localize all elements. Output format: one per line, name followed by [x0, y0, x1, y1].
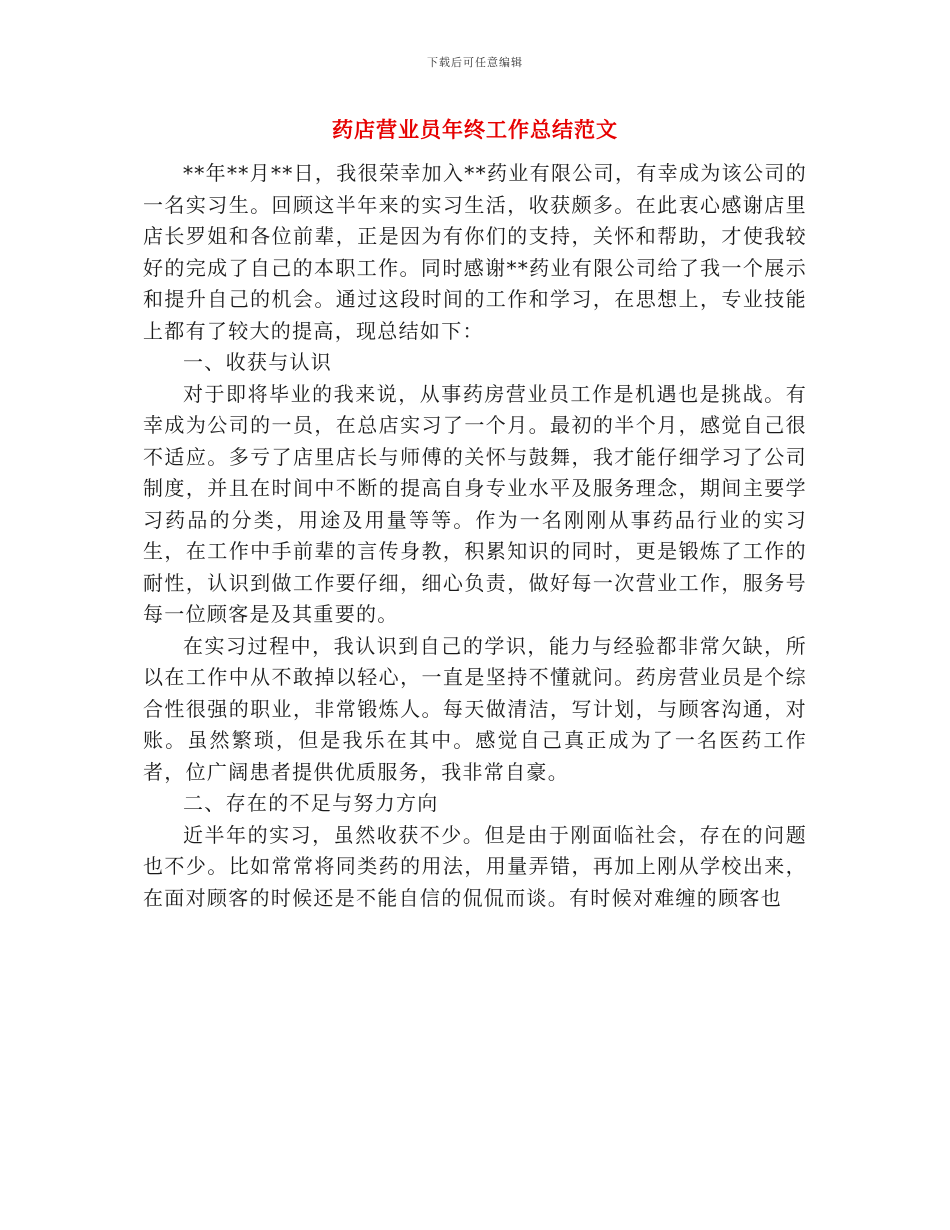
header-note: 下载后可任意编辑 — [427, 56, 523, 69]
section-heading-shortcomings: 二、存在的不足与努力方向 — [183, 791, 439, 815]
paragraph-shortcomings: 近半年的实习，虽然收获不少。但是由于刚面临社会，存在的问题也不少。比如常常将同类药的用法，用量弄错，再加上刚从学校出来，在面对顾客的时候还是不能自信的侃侃而谈。有时候对难缠的顾客也 — [143, 822, 807, 910]
paragraph-gains-2: 在实习过程中，我认识到自己的学识，能力与经验都非常欠缺，所以在工作中从不敢掉以轻心，一直是坚持不懂就问。药房营业员是个综合性很强的职业，非常锻炼人。每天做清洁，写计划，与顾客沟通，对账。虽然繁琐，但是我乐在其中。感觉自己真正成为了一名医药工作者，位广阔患者提供优质服务，我非常自豪。 — [143, 633, 807, 784]
section-heading-gains: 一、收获与认识 — [183, 350, 333, 374]
paragraph-gains-1: 对于即将毕业的我来说，从事药房营业员工作是机遇也是挑战。有幸成为公司的一员，在总店实习了一个月。最初的半个月，感觉自己很不适应。多亏了店里店长与师傅的关怀与鼓舞，我才能仔细学习了公司制度，并且在时间中不断的提高自身专业水平及服务理念，期间主要学习药品的分类，用途及用量等等。作为一名刚刚从事药品行业的实习生，在工作中手前辈的言传身教，积累知识的同时，更是锻炼了工作的耐性，认识到做工作要仔细，细心负责，做好每一次营业工作，服务号每一位顾客是及其重要的。 — [143, 381, 807, 626]
document-body — [143, 158, 807, 914]
paragraph-intro: **年**月**日，我很荣幸加入**药业有限公司，有幸成为该公司的一名实习生。回顾这半年来的实习生活，收获颇多。在此衷心感谢店里店长罗姐和各位前辈，正是因为有你们的支持，关怀和帮助，才使我较好的完成了自己的本职工作。同时感谢**药业有限公司给了我一个展示和提升自己的机会。通过这段时间的工作和学习，在思想上，专业技能上都有了较大的提高，现总结如下： — [143, 161, 807, 343]
document-title: 药店营业员年终工作总结范文 — [332, 117, 618, 142]
